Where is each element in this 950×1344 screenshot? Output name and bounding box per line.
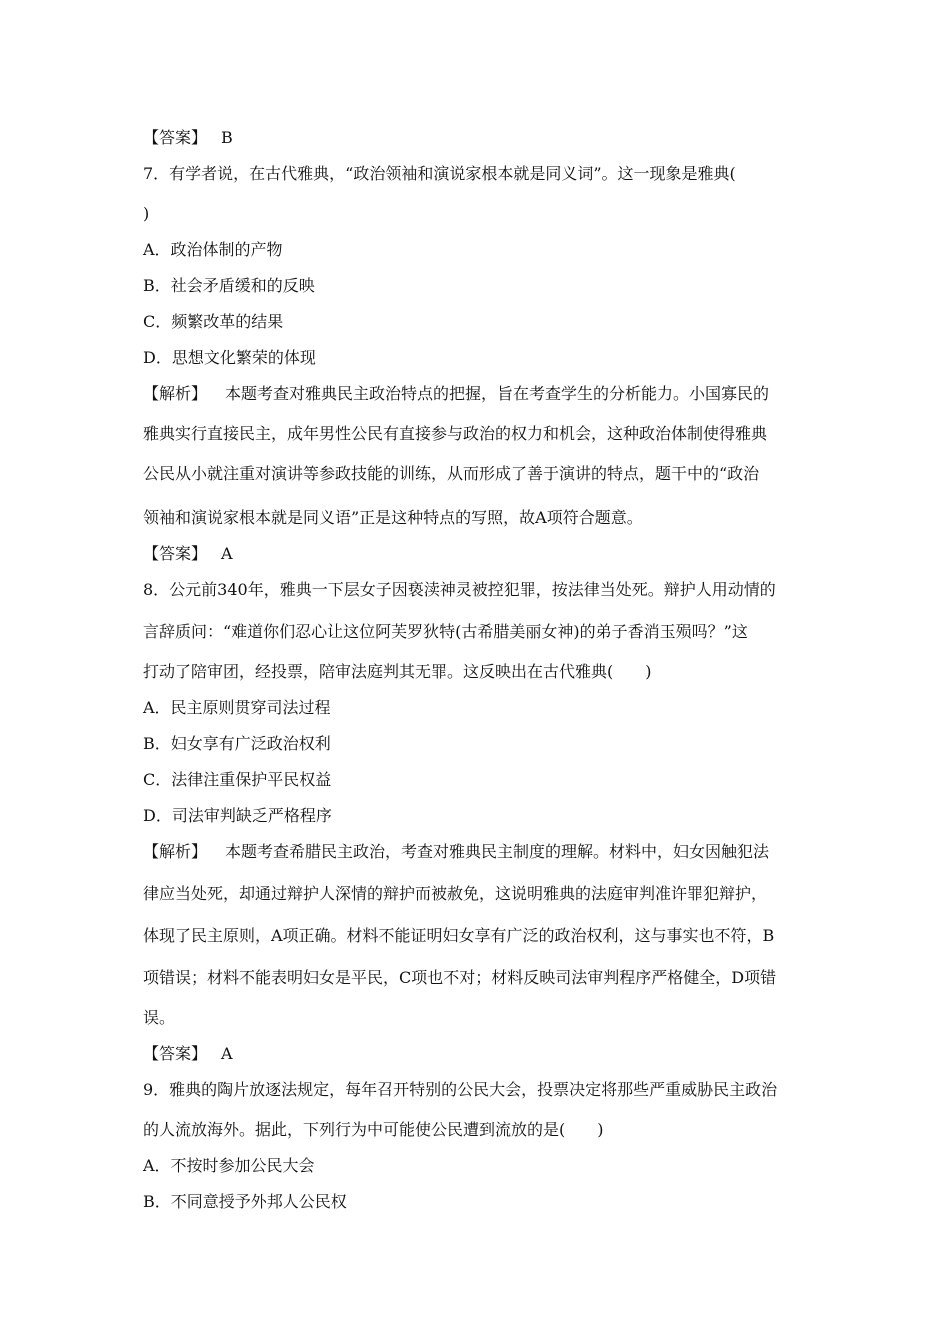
option-b: B．社会矛盾缓和的反映	[143, 276, 315, 295]
option-b: B．不同意授予外邦人公民权	[143, 1192, 347, 1211]
question-8-line-1: 8．公元前340年，雅典一下层女子因亵渎神灵被控犯罪，按法律当处死。辩护人用动情的	[143, 580, 776, 599]
explanation-line-2: 律应当处死，却通过辩护人深情的辩护而被赦免，这说明雅典的法庭审判准许罪犯辩护，	[143, 884, 768, 903]
option-d: D．思想文化繁荣的体现	[143, 348, 316, 367]
explanation-line-4: 领袖和演说家根本就是同义语”正是这种特点的写照，故A项符合题意。	[143, 508, 643, 527]
question-8-line-3: 打动了陪审团，经投票，陪审法庭判其无罪。这反映出在古代雅典( )	[143, 662, 652, 681]
answer-label: 【答案】	[143, 128, 208, 147]
question-9-line-2: 的人流放海外。据此，下列行为中可能使公民遭到流放的是( )	[143, 1120, 604, 1139]
explanation-label: 【解析】	[143, 384, 208, 403]
explanation-text: 本题考查对雅典民主政治特点的把握，旨在考查学生的分析能力。小国寡民的	[225, 384, 770, 403]
option-b: B．妇女享有广泛政治权利	[143, 734, 331, 753]
explanation-line-5: 误。	[143, 1008, 176, 1027]
answer-value: B	[221, 128, 233, 147]
explanation-line-1	[143, 842, 813, 862]
explanation-line-4: 项错误；材料不能表明妇女是平民，C项也不对；材料反映司法审判程序严格健全，D项错	[143, 968, 777, 987]
question-8-line-2: 言辞质问：“难道你们忍心让这位阿芙罗狄特(古希腊美丽女神)的弟子香消玉殒吗？”这	[143, 622, 748, 641]
explanation-line-3: 公民从小就注重对演讲等参政技能的训练，从而形成了善于演讲的特点，题干中的“政治	[143, 464, 760, 483]
answer-label: 【答案】	[143, 1044, 208, 1063]
explanation-label: 【解析】	[143, 842, 208, 861]
option-a: A．政治体制的产物	[143, 240, 283, 259]
option-c: C．频繁改革的结果	[143, 312, 284, 331]
option-c: C．法律注重保护平民权益	[143, 770, 332, 789]
answer-line	[143, 1044, 813, 1064]
answer-value: A	[221, 1044, 233, 1063]
answer-line	[143, 544, 813, 564]
explanation-line-2: 雅典实行直接民主，成年男性公民有直接参与政治的权力和机会，这种政治体制使得雅典	[143, 424, 768, 443]
answer-label: 【答案】	[143, 544, 208, 563]
explanation-line-3: 体现了民主原则，A项正确。材料不能证明妇女享有广泛的政治权利，这与事实也不符，B	[143, 926, 775, 945]
answer-value: A	[221, 544, 233, 563]
question-7-line-2: )	[143, 204, 150, 223]
explanation-line-1	[143, 384, 813, 404]
option-a: A．民主原则贯穿司法过程	[143, 698, 331, 717]
question-9-line-1: 9．雅典的陶片放逐法规定，每年召开特别的公民大会，投票决定将那些严重威胁民主政治	[143, 1080, 778, 1099]
option-a: A．不按时参加公民大会	[143, 1156, 315, 1175]
question-7-line-1: 7．有学者说，在古代雅典，“政治领袖和演说家根本就是同义词”。这一现象是雅典(	[143, 164, 736, 183]
explanation-text: 本题考查希腊民主政治，考查对雅典民主制度的理解。材料中，妇女因触犯法	[225, 842, 770, 861]
option-d: D．司法审判缺乏严格程序	[143, 806, 332, 825]
answer-line	[143, 128, 813, 148]
